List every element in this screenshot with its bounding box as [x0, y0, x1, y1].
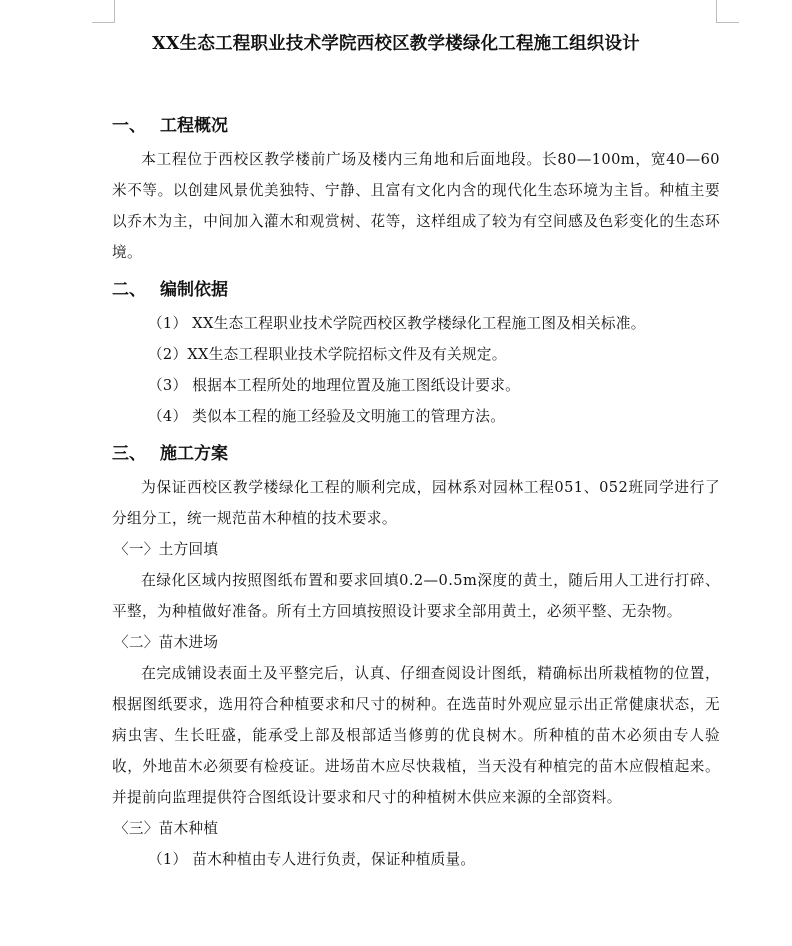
document-title: XX生态工程职业技术学院西校区教学楼绿化工程施工组织设计 — [152, 34, 640, 54]
subsection-heading-earthwork: 〈一〉土方回填 — [114, 541, 219, 558]
section-title: 编制依据 — [160, 280, 228, 300]
section-heading-plan — [112, 442, 720, 466]
list-item: （4） 类似本工程的施工经验及文明施工的管理方法。 — [148, 408, 506, 425]
paragraph-overview: 本工程位于西校区教学楼前广场及楼内三角地和后面地段。长80—100m，宽40—60米不等。以创建风景优美独特、宁静、且富有文化内含的现代化生态环境为主旨。种植主要以乔木为主，中间加入灌木和观赏树、花等，这样组成了较为有空间感及色彩变化的生态环境。 — [112, 151, 720, 261]
list-item: （1） XX生态工程职业技术学院西校区教学楼绿化工程施工图及相关标准。 — [148, 315, 646, 332]
subsection-heading-seedling-entry: 〈二〉苗木进场 — [114, 634, 219, 651]
list-item: （2）XX生态工程职业技术学院招标文件及有关规定。 — [148, 346, 507, 363]
section-heading-overview — [112, 114, 720, 138]
section-title: 工程概况 — [160, 116, 228, 136]
crop-mark-top-left — [92, 0, 115, 23]
section-heading-basis — [112, 278, 720, 302]
section-number: 一、 — [112, 116, 146, 136]
section-number: 二、 — [112, 280, 146, 300]
paragraph-plan-intro: 为保证西校区教学楼绿化工程的顺利完成，园林系对园林工程051、052班同学进行了分组分工，统一规范苗木种植的技术要求。 — [112, 479, 720, 527]
paragraph-seedling-entry: 在完成铺设表面土及平整完后，认真、仔细查阅设计图纸，精确标出所栽植物的位置，根据图纸要求，选用符合种植要求和尺寸的树种。在选苗时外观应显示出正常健康状态，无病虫害、生长旺盛，能承受上部及根部适当修剪的优良树木。所种植的苗木必须由专人验收，外地苗木必须要有检疫证。进场苗木应尽快栽植，当天没有种植完的苗木应假植起来。并提前向监理提供符合图纸设计要求和尺寸的种植树木供应来源的全部资料。 — [112, 665, 720, 806]
section-number: 三、 — [112, 444, 146, 464]
subsection-heading-planting: 〈三〉苗木种植 — [114, 820, 219, 837]
list-item: （1） 苗木种植由专人进行负责，保证种植质量。 — [148, 851, 476, 868]
section-title: 施工方案 — [160, 444, 228, 464]
paragraph-earthwork: 在绿化区域内按照图纸布置和要求回填0.2—0.5m深度的黄土，随后用人工进行打碎、平整，为种植做好准备。所有土方回填按照设计要求全部用黄土，必须平整、无杂物。 — [112, 572, 720, 620]
document-body — [112, 114, 720, 875]
crop-mark-top-right — [716, 0, 739, 23]
list-item: （3） 根据本工程所处的地理位置及施工图纸设计要求。 — [148, 377, 520, 394]
